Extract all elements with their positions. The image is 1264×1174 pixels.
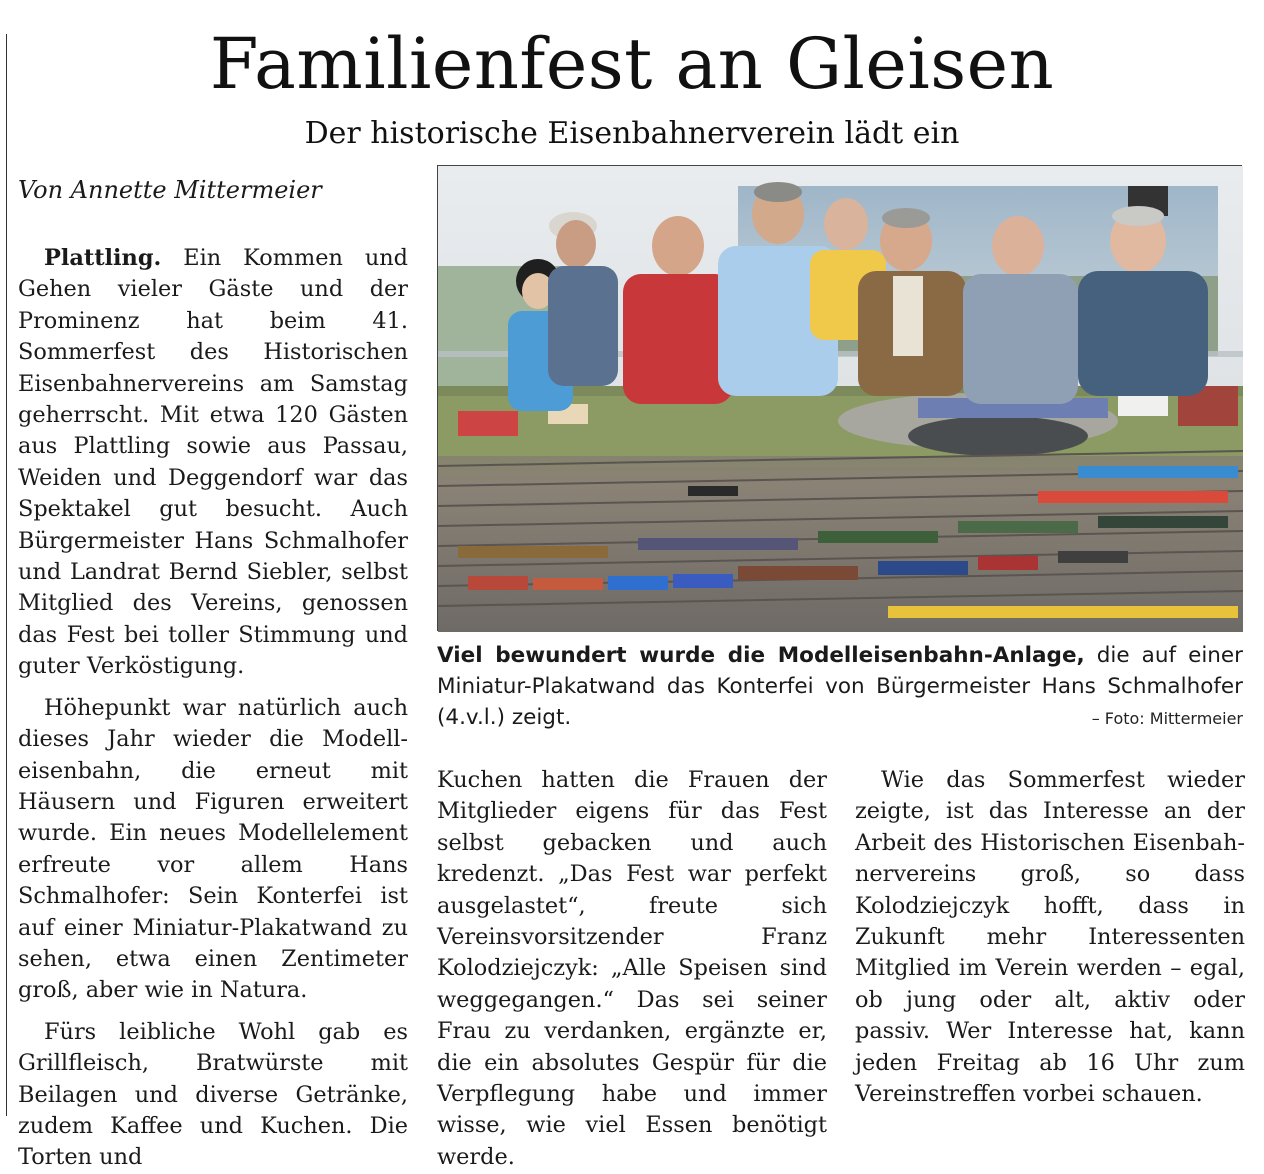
subheadline: Der historische Eisenbahnerverein lädt ein — [304, 116, 960, 151]
article-photo — [437, 165, 1242, 631]
paragraph-3: Fürs leibliche Wohl gab es Grillfleisch, Bratwürste mit Beilagen und diverse Getränke, zudem Kaffee und Kuchen. Die Torten und — [18, 1018, 408, 1171]
dateline: Plattling. — [44, 245, 162, 271]
text-column-2 — [437, 765, 827, 1170]
photo-credit: – Foto: Mittermeier — [1091, 709, 1243, 728]
text-column-3 — [855, 765, 1245, 1116]
paragraph-4: Kuchen hatten die Frauen der Mitglieder eigens für das Fest selbst gebacken und auch kredenzt. „Das Fest war perfekt ausgelastet“, freute sich Vereinsvorsitzender Franz Kolodziejczyk: „Alle Speisen sind weggegangen.“ Das sei seiner Frau zu verdanken, ergänzte er, die ein absolutes Gespür für die Verpflegung habe und immer wisse, wie viel Essen benötigt werde. — [437, 767, 827, 1170]
text-column-1 — [18, 243, 408, 1171]
paragraph-5: Wie das Sommerfest wieder zeigte, ist das Interesse an der Arbeit des Historischen Eisenbahnervereins groß, so dass Kolodziejczyk hofft, dass in Zukunft mehr Interessenten Mitglied im Verein werden – egal, ob jung oder alt, aktiv oder passiv. Wer Interesse hat, kann jeden Freitag ab 16 Uhr zum Vereinstreffen vorbei schauen. — [855, 767, 1245, 1108]
column-rule — [6, 34, 7, 1116]
caption-lead: Viel bewundert wurde die Modelleisenbahn-Anlage, — [437, 643, 1085, 668]
paragraph-1-text: Ein Kommen und Gehen vieler Gäste und der Prominenz hat beim 41. Sommerfest des Historischen Eisenbahnervereins am Samstag geherrscht. Mit etwa 120 Gästen aus Plattling sowie aus Passau, Weiden und Deggendorf war das Spektakel gut besucht. Auch Bürgermeister Hans Schmalhofer und Landrat Bernd Siebler, selbst Mitglied des Vereins, genossen das Fest bei toller Stimmung und guter Verköstigung. — [18, 245, 408, 680]
photo-model-railway-group — [438, 166, 1243, 632]
byline: Von Annette Mittermeier — [18, 176, 322, 204]
paragraph-2: Höhepunkt war natürlich auch dieses Jahr wieder die Modelleisenbahn, die erneut mit Häusern und Figuren erweitert wurde. Ein neues Modellelement erfreute vor allem Hans Schmalhofer: Sein Konterfei ist auf einer Miniatur-Plakatwand zu sehen, etwa einen Zentimeter groß, aber wie in Natura. — [18, 694, 408, 1004]
headline: Familienfest an Gleisen — [209, 23, 1055, 105]
paragraph-1 — [18, 243, 408, 683]
caption-text: die auf einer Miniatur-Plakatwand das Konterfei von Bürgermeister Hans Schmalhofer (4.v.l.) zeigt. — [437, 643, 1243, 730]
